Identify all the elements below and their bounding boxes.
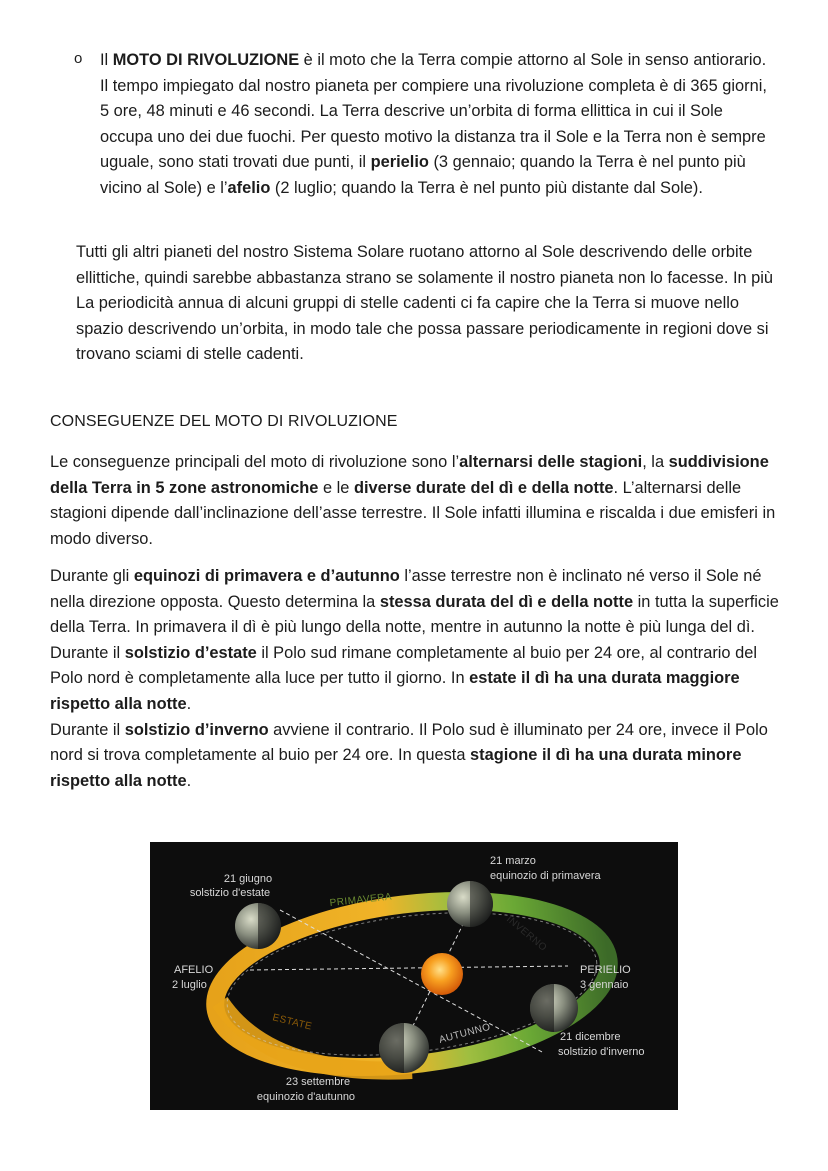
text-run: . L’alternarsi delle stagioni dipende dall’inclinazione dell’asse terrestre. Il Sole infatti illumina e riscalda i due emisferi in modo diverso. xyxy=(50,478,776,548)
apsides-line xyxy=(250,966,568,970)
bold-term: solstizio d’inverno xyxy=(124,720,269,739)
orbit-svg xyxy=(150,842,678,1110)
bold-term: perielio xyxy=(370,153,429,172)
text-run: Le conseguenze principali del moto di rivoluzione sono l’ xyxy=(50,453,460,471)
bold-term: equinozi di primavera e d’autunno xyxy=(133,567,400,585)
text-run: (3 gennaio; quando la Terra è nel punto più vicino al Sole) e l’ xyxy=(100,153,746,197)
text-run: è il moto che la Terra compie attorno al Sole in senso antiorario. Il tempo impiegato dal nostro pianeta per compiere una rivoluzione completa è di 365 giorni, 5 ore, 48 minuti e 46 secondi. La Terra descrive un’orbita di forma ellittica in cui il Sole occupa uno dei due fuochi. Per questo motivo la distanza tra il Sole e la Terra non è sempre uguale, sono stati trovati due punti, il xyxy=(100,51,767,172)
label-perihelion: PERIELIO xyxy=(580,964,631,976)
text-run: e le xyxy=(318,478,354,497)
bullet-text xyxy=(100,48,774,202)
paragraph-altri-pianeti: Tutti gli altri pianeti del nostro Sistema Solare ruotano attorno al Sole descrivendo delle orbite ellittiche, quindi sarebbe abbastanza strano se solamente il nostro pianeta non lo facesse. In più La periodicità annua di alcuni gruppi di stelle cadenti ci fa capire che la Terra si muove nello spazio descrivendo un’orbita, in modo tale che possa passare periodicamente in regioni dove si trovano sciami di stelle cadenti. xyxy=(76,243,774,364)
label-december-event: solstizio d'inverno xyxy=(558,1046,645,1058)
paragraph-conseguenze xyxy=(50,450,780,552)
earth-june xyxy=(235,903,281,949)
text-run: (2 luglio; quando la Terra è nel punto più distante dal Sole). xyxy=(270,178,703,197)
text-run: il Polo sud rimane completamente al buio per 24 ore, al contrario del Polo nord è completamente alla luce per tutto il giorno. In xyxy=(50,643,757,688)
earth-march xyxy=(447,881,493,927)
paragraph-equinozi-solstizi xyxy=(50,564,780,794)
label-june-date: 21 giugno xyxy=(223,873,273,885)
text-run: avviene il contrario. Il Polo sud è illuminato per 24 ore, invece il Polo nord si trova completamente al buio per 24 ore. In questa xyxy=(50,720,768,765)
label-season-summer: ESTATE xyxy=(271,1012,314,1033)
bold-term: alternarsi delle stagioni xyxy=(459,453,643,471)
section-heading: CONSEGUENZE DEL MOTO DI RIVOLUZIONE xyxy=(50,413,398,430)
bold-term: stagione il dì ha una durata minore rispetto alla notte xyxy=(50,746,742,790)
text-run: Durante gli xyxy=(50,567,134,585)
text-run: Durante il xyxy=(50,643,125,662)
bold-term: suddivisione della Terra in 5 zone astronomiche xyxy=(50,453,769,497)
bold-term: afelio xyxy=(227,178,271,197)
label-september-event: equinozio d'autunno xyxy=(256,1091,356,1103)
label-season-autumn: AUTUNNO xyxy=(437,1021,492,1046)
text-run: , la xyxy=(642,453,669,471)
text-run: l’asse terrestre non è inclinato né verso il Sole né nella direzione opposta. Questo determina la xyxy=(50,567,762,611)
bold-term: stessa durata del dì e della notte xyxy=(379,592,634,611)
label-aphelion-date: 2 luglio xyxy=(172,979,207,991)
label-season-winter: INVERNO xyxy=(504,913,549,954)
bullet-item-moto-rivoluzione xyxy=(74,48,774,202)
text-run: Il xyxy=(100,51,113,69)
bullet-marker: o xyxy=(74,50,83,67)
bold-term: diverse durate del dì e della notte xyxy=(353,478,614,497)
label-season-spring: PRIMAVERA xyxy=(329,891,393,909)
label-september-date: 23 settembre xyxy=(285,1076,351,1088)
label-aphelion: AFELIO xyxy=(174,964,214,976)
sun xyxy=(421,953,463,995)
label-march-event: equinozio di primavera xyxy=(490,870,601,882)
text-run: in tutta la superficie della Terra. In primavera il dì è più lungo della notte, mentre in autunno la notte è più lunga del dì. xyxy=(50,592,779,637)
orbit-diagram xyxy=(150,842,678,1110)
label-perihelion-date: 3 gennaio xyxy=(580,979,629,991)
text-run: . xyxy=(186,694,192,713)
bold-term: solstizio d’estate xyxy=(124,643,257,662)
earth-september xyxy=(379,1023,429,1073)
text-run: Durante il xyxy=(50,720,125,739)
label-december-date: 21 dicembre xyxy=(560,1031,621,1043)
text-run: . xyxy=(186,771,192,790)
bold-term: MOTO DI RIVOLUZIONE xyxy=(112,51,300,69)
bold-term: estate il dì ha una durata maggiore rispetto alla notte xyxy=(50,669,740,713)
label-june-event: solstizio d'estate xyxy=(189,887,271,899)
label-march-date: 21 marzo xyxy=(490,855,536,867)
earth-december xyxy=(530,984,578,1032)
